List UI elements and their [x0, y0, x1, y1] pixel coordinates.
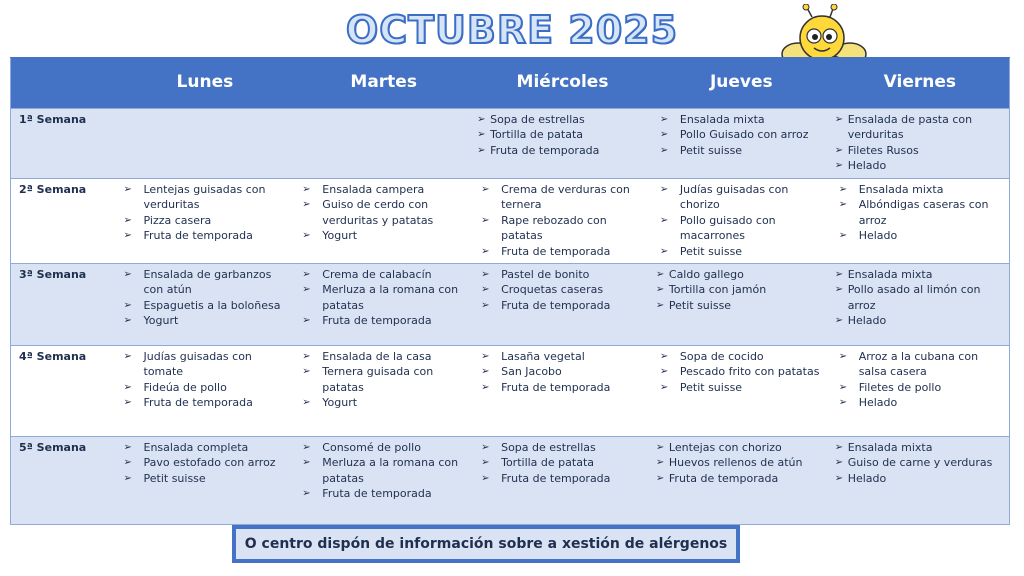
week-label: 5ª Semana: [11, 437, 116, 525]
dish-item: ➢ Caldo gallego: [656, 267, 827, 282]
dish-item: ➢ Filetes de pollo: [835, 380, 1005, 395]
dish-item: ➢ Pizza casera: [120, 213, 291, 228]
dish-item: ➢ Sopa de cocido: [656, 349, 827, 364]
dish-item: ➢ Judías guisadas con tomate: [120, 349, 291, 380]
dish-item: ➢ Albóndigas caseras con arroz: [835, 197, 1005, 228]
dish-item: ➢ Fruta de temporada: [477, 380, 648, 395]
dish-item: ➢ Guiso de carne y verduras: [835, 455, 1005, 470]
dish-item: ➢ Crema de verduras con ternera: [477, 182, 648, 213]
header-corner: [11, 58, 116, 109]
cell-viernes: [831, 109, 1010, 179]
dish-item: ➢ Ensalada de la casa: [298, 349, 469, 364]
dish-item: ➢ Fruta de temporada: [120, 228, 291, 243]
dish-item: ➢ Helado: [835, 158, 1005, 173]
dish-item: ➢ Crema de calabacín: [298, 267, 469, 282]
header-martes: Martes: [294, 58, 473, 109]
dish-item: ➢ Yogurt: [298, 395, 469, 410]
page-title: OCTUBRE 2025: [345, 8, 679, 52]
cell-viernes: [831, 437, 1010, 525]
dish-item: ➢ Tortilla de patata: [477, 455, 648, 470]
dish-item: ➢ Guiso de cerdo con verduritas y patatas: [298, 197, 469, 228]
dish-item: ➢ Petit suisse: [656, 298, 827, 313]
dish-item: ➢ Espaguetis a la boloñesa: [120, 298, 291, 313]
dish-item: ➢ Rape rebozado con patatas: [477, 213, 648, 244]
cell-miercoles: [473, 437, 652, 525]
dish-item: ➢ Ensalada mixta: [835, 440, 1005, 455]
week-label: 1ª Semana: [11, 109, 116, 179]
dish-item: ➢ Huevos rellenos de atún: [656, 455, 827, 470]
dish-item: ➢ Fruta de temporada: [477, 143, 648, 158]
cell-martes: [294, 346, 473, 437]
dish-item: ➢ Pavo estofado con arroz: [120, 455, 291, 470]
dish-item: ➢ Tortilla de patata: [477, 127, 648, 142]
dish-item: ➢ Yogurt: [298, 228, 469, 243]
cell-miercoles: [473, 346, 652, 437]
dish-item: ➢ Fideúa de pollo: [120, 380, 291, 395]
dish-item: ➢ Filetes Rusos: [835, 143, 1005, 158]
dish-item: ➢ Judías guisadas con chorizo: [656, 182, 827, 213]
dish-item: ➢ Fruta de temporada: [298, 313, 469, 328]
dish-item: ➢ Helado: [835, 395, 1005, 410]
dish-item: ➢ Ensalada mixta: [656, 112, 827, 127]
dish-item: ➢ Fruta de temporada: [120, 395, 291, 410]
header-lunes: Lunes: [116, 58, 295, 109]
header-jueves: Jueves: [652, 58, 831, 109]
dish-item: ➢ Pastel de bonito: [477, 267, 648, 282]
week-row: [11, 346, 1010, 437]
dish-item: ➢ Fruta de temporada: [477, 244, 648, 259]
dish-item: ➢ Ensalada de pasta con verduritas: [835, 112, 1005, 143]
week-label: 3ª Semana: [11, 264, 116, 346]
cell-viernes: [831, 346, 1010, 437]
dish-item: ➢ Ensalada completa: [120, 440, 291, 455]
dish-item: ➢ Ensalada de garbanzos con atún: [120, 267, 291, 298]
dish-item: ➢ Sopa de estrellas: [477, 112, 648, 127]
cell-lunes: [116, 109, 295, 179]
dish-item: ➢ Pollo guisado con macarrones: [656, 213, 827, 244]
dish-item: ➢ Petit suisse: [656, 380, 827, 395]
cell-martes: [294, 109, 473, 179]
dish-item: ➢ Ensalada mixta: [835, 267, 1005, 282]
dish-item: ➢ Pescado frito con patatas: [656, 364, 827, 379]
dish-item: ➢ Tortilla con jamón: [656, 282, 827, 297]
cell-lunes: [116, 179, 295, 264]
dish-item: ➢ Helado: [835, 313, 1005, 328]
dish-item: ➢ Ensalada campera: [298, 182, 469, 197]
week-label: 4ª Semana: [11, 346, 116, 437]
week-row: [11, 179, 1010, 264]
dish-item: ➢ Lentejas con chorizo: [656, 440, 827, 455]
cell-viernes: [831, 264, 1010, 346]
dish-item: ➢ Helado: [835, 471, 1005, 486]
dish-item: ➢ Petit suisse: [656, 143, 827, 158]
cell-miercoles: [473, 264, 652, 346]
dish-item: ➢ Yogurt: [120, 313, 291, 328]
cell-lunes: [116, 264, 295, 346]
dish-item: ➢ Merluza a la romana con patatas: [298, 282, 469, 313]
dish-item: ➢ Sopa de estrellas: [477, 440, 648, 455]
dish-item: ➢ San Jacobo: [477, 364, 648, 379]
header-miercoles: Miércoles: [473, 58, 652, 109]
dish-item: ➢ Lentejas guisadas con verduritas: [120, 182, 291, 213]
dish-item: ➢ Arroz a la cubana con salsa casera: [835, 349, 1005, 380]
dish-item: ➢ Fruta de temporada: [477, 298, 648, 313]
dish-item: ➢ Pollo asado al limón con arroz: [835, 282, 1005, 313]
dish-item: ➢ Ensalada mixta: [835, 182, 1005, 197]
week-row: [11, 109, 1010, 179]
dish-item: ➢ Fruta de temporada: [298, 486, 469, 501]
week-row: [11, 264, 1010, 346]
allergen-notice-text: O centro dispón de información sobre a xestión de alérgenos: [236, 529, 736, 559]
header-viernes: Viernes: [831, 58, 1010, 109]
cell-jueves: [652, 179, 831, 264]
cell-miercoles: [473, 109, 652, 179]
cell-martes: [294, 179, 473, 264]
dish-item: ➢ Croquetas caseras: [477, 282, 648, 297]
cell-jueves: [652, 109, 831, 179]
dish-item: ➢ Helado: [835, 228, 1005, 243]
dish-item: ➢ Lasaña vegetal: [477, 349, 648, 364]
allergen-notice-banner: [232, 525, 740, 563]
dish-item: ➢ Merluza a la romana con patatas: [298, 455, 469, 486]
cell-martes: [294, 437, 473, 525]
cell-lunes: [116, 346, 295, 437]
dish-item: ➢ Fruta de temporada: [656, 471, 827, 486]
header-row: [11, 58, 1010, 109]
cell-jueves: [652, 346, 831, 437]
week-row: [11, 437, 1010, 525]
cell-martes: [294, 264, 473, 346]
dish-item: ➢ Ternera guisada con patatas: [298, 364, 469, 395]
dish-item: ➢ Petit suisse: [120, 471, 291, 486]
cell-jueves: [652, 437, 831, 525]
cell-viernes: [831, 179, 1010, 264]
week-label: 2ª Semana: [11, 179, 116, 264]
menu-table: [10, 57, 1010, 525]
dish-item: ➢ Petit suisse: [656, 244, 827, 259]
cell-jueves: [652, 264, 831, 346]
dish-item: ➢ Fruta de temporada: [477, 471, 648, 486]
dish-item: ➢ Pollo Guisado con arroz: [656, 127, 827, 142]
dish-item: ➢ Consomé de pollo: [298, 440, 469, 455]
cell-miercoles: [473, 179, 652, 264]
cell-lunes: [116, 437, 295, 525]
